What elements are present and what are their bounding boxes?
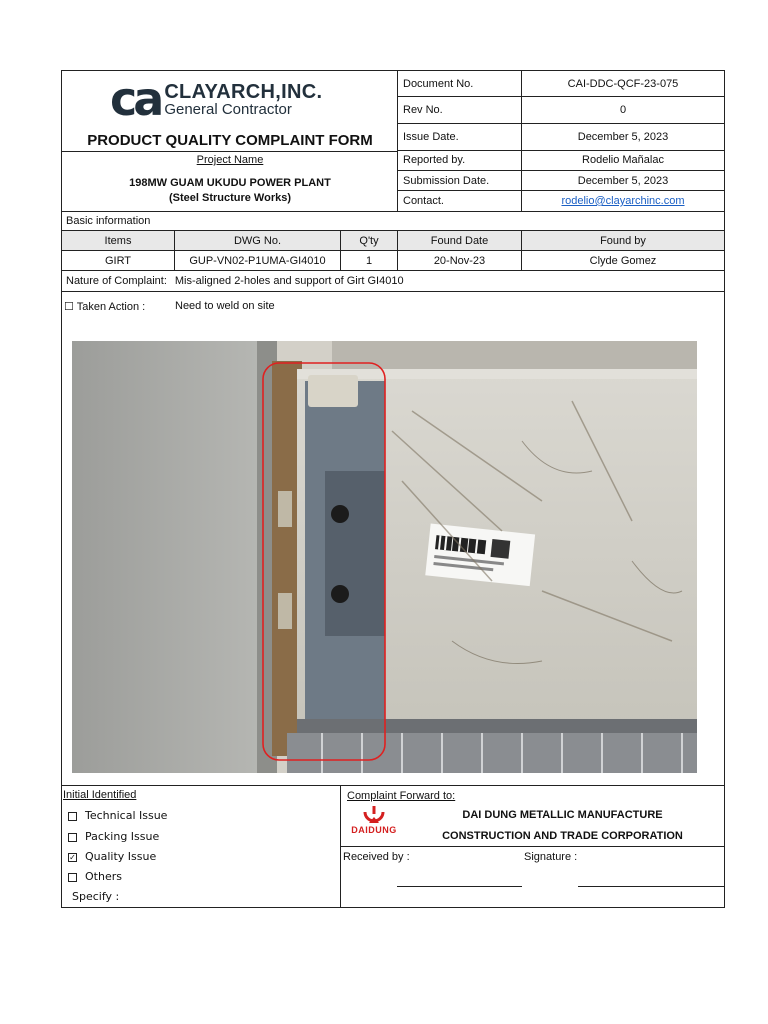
- issue-date: December 5, 2023: [577, 131, 669, 143]
- received-by-label: Received by :: [343, 851, 410, 863]
- daidung-emblem-icon: [361, 805, 387, 825]
- forward-company-line2: CONSTRUCTION AND TRADE CORPORATION: [442, 830, 683, 842]
- project-name: 198MW GUAM UKUDU POWER PLANT: [129, 177, 331, 189]
- taken-action-label: ☐ Taken Action :: [64, 300, 146, 313]
- reported-by-label: Reported by.: [403, 154, 466, 166]
- rev-no-label: Rev No.: [403, 104, 443, 116]
- contact-label: Contact.: [403, 195, 444, 207]
- company-name: CLAYARCH,INC.: [164, 80, 323, 103]
- forward-company-line1: DAI DUNG METALLIC MANUFACTURE: [462, 809, 663, 821]
- daidung-logo-text: DAIDUNG: [351, 825, 397, 835]
- company-logo: [110, 74, 350, 124]
- received-by-line[interactable]: [397, 886, 522, 887]
- submission-date: December 5, 2023: [577, 174, 669, 187]
- document-no-label: Document No.: [403, 77, 474, 90]
- nature-text: Mis-aligned 2-holes and support of Girt GI4010: [174, 275, 404, 287]
- reported-by: Rodelio Mañalac: [582, 154, 664, 166]
- forward-title: Complaint Forward to:: [347, 789, 456, 802]
- col-header-found-date: Found Date: [430, 234, 489, 247]
- project-scope: (Steel Structure Works): [168, 192, 292, 204]
- option-packing-issue[interactable]: [68, 830, 159, 843]
- col-header-items: Items: [104, 234, 132, 247]
- initial-identified-title: Initial Identified: [63, 788, 137, 801]
- col-header-dwg: DWG No.: [233, 234, 282, 247]
- form-title: PRODUCT QUALITY COMPLAINT FORM: [87, 131, 373, 149]
- cell-item: GIRT: [104, 254, 132, 267]
- checkbox[interactable]: [68, 812, 77, 821]
- option-quality-issue[interactable]: [68, 850, 156, 863]
- company-tagline: General Contractor: [164, 100, 292, 118]
- cell-qty: 1: [365, 254, 373, 267]
- checkbox[interactable]: [68, 833, 77, 842]
- defect-photo: [72, 341, 697, 773]
- cell-dwg: GUP-VN02-P1UMA-GI4010: [189, 254, 326, 267]
- option-label: Others: [85, 870, 122, 883]
- option-label: Technical Issue: [85, 809, 168, 822]
- option-technical-issue[interactable]: [68, 809, 167, 822]
- rev-no: 0: [619, 104, 627, 116]
- issue-date-label: Issue Date.: [403, 131, 459, 143]
- cell-found-date: 20-Nov-23: [433, 254, 486, 267]
- col-header-found-by: Found by: [600, 234, 646, 247]
- project-label: Project Name: [196, 154, 264, 166]
- option-label: Packing Issue: [85, 830, 160, 843]
- taken-action-text: Need to weld on site: [175, 300, 275, 312]
- submission-date-label: Submission Date.: [403, 174, 490, 187]
- checkbox-checked[interactable]: ✓: [69, 853, 76, 862]
- daidung-logo: [346, 805, 402, 841]
- option-others[interactable]: [68, 870, 122, 883]
- defect-photo-graphic: [72, 341, 697, 773]
- logo-mark: ca: [110, 72, 161, 126]
- basic-info-label: Basic information: [66, 215, 151, 227]
- col-header-qty: Q'ty: [359, 234, 379, 247]
- checkbox[interactable]: [68, 873, 77, 882]
- signature-label: Signature :: [524, 851, 578, 863]
- cell-found-by: Clyde Gomez: [589, 254, 657, 267]
- nature-label: Nature of Complaint:: [66, 275, 167, 287]
- signature-line[interactable]: [578, 886, 724, 887]
- option-label: Quality Issue: [85, 850, 157, 863]
- nature-of-complaint: [66, 271, 716, 291]
- specify-label: Specify :: [72, 890, 120, 903]
- contact-cell: [522, 191, 724, 211]
- document-no: CAI-DDC-QCF-23-075: [567, 77, 679, 90]
- contact-email-link[interactable]: rodelio@clayarchinc.com: [561, 195, 685, 207]
